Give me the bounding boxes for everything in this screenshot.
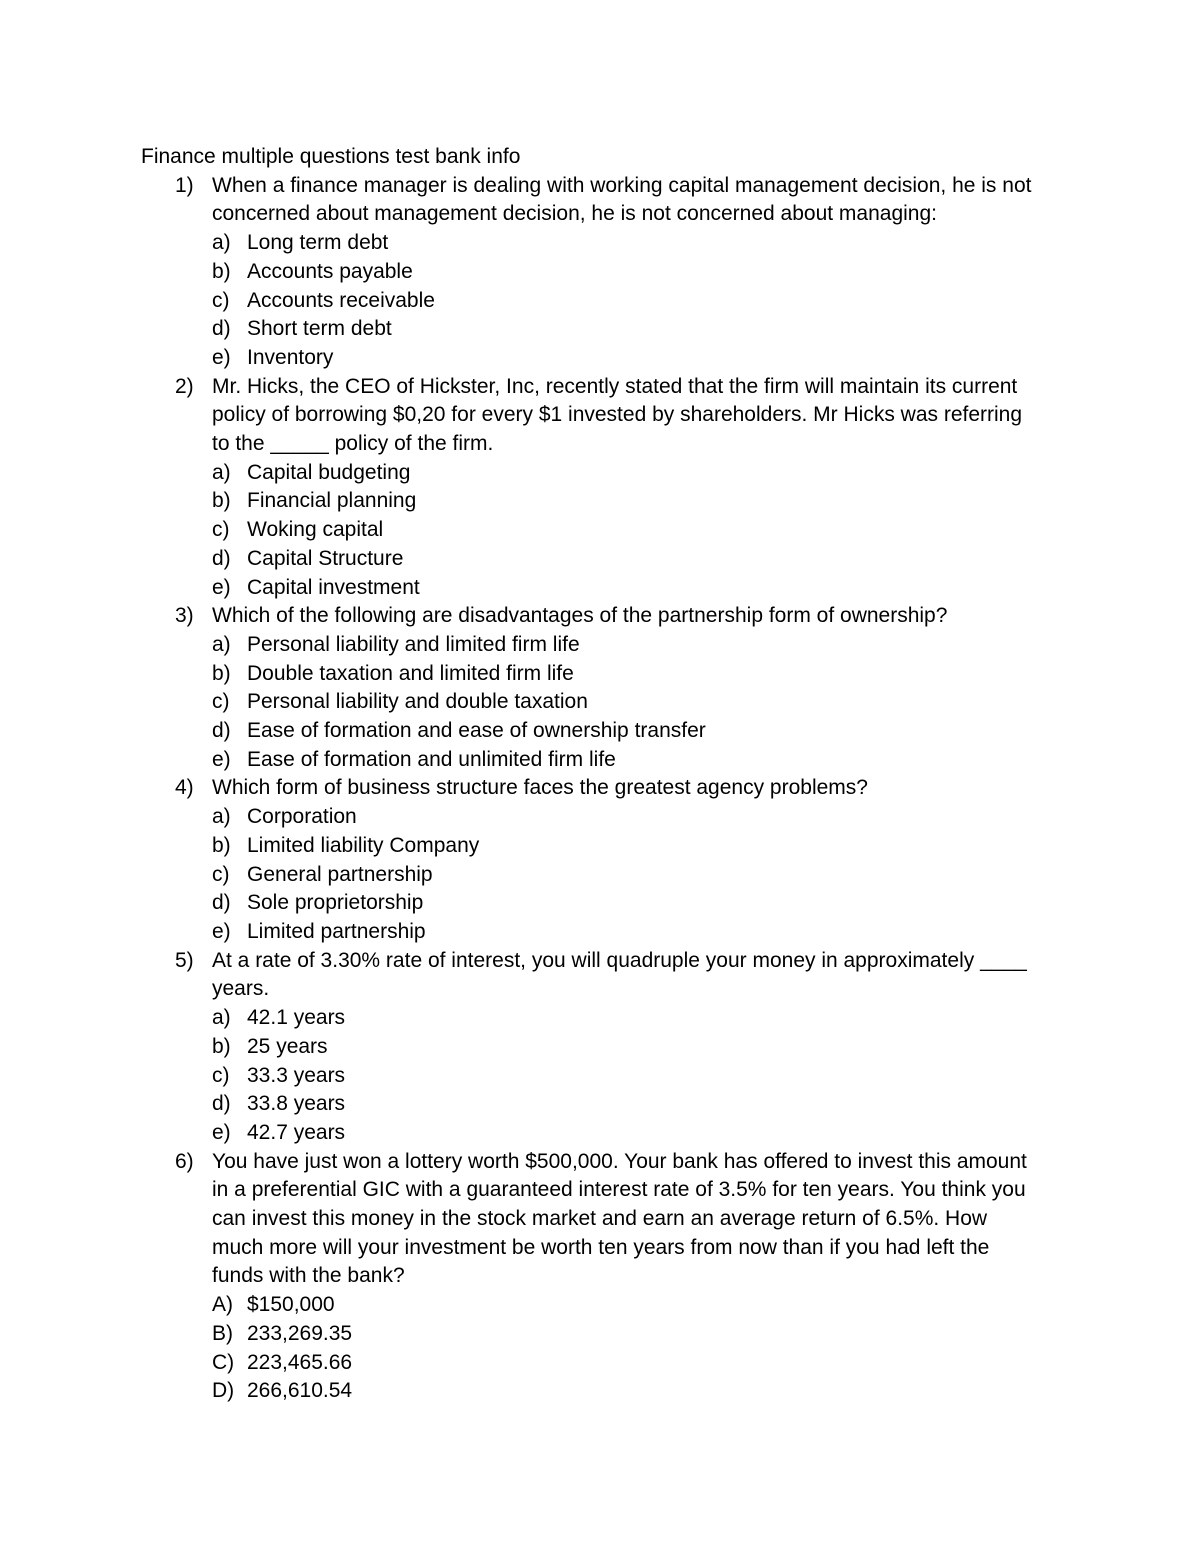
option-text: 33.8 years	[247, 1092, 346, 1116]
option-text: 25 years	[247, 1034, 328, 1058]
option-letter: c)	[212, 1063, 230, 1087]
question-text-line: When a finance manager is dealing with working capital management decision, he is not	[212, 173, 1032, 197]
option-letter: c)	[212, 690, 230, 714]
document-content	[141, 143, 1061, 1406]
option-text: Personal liability and double taxation	[247, 690, 588, 714]
answer-option	[212, 287, 1061, 316]
question-text-line: At a rate of 3.30% rate of interest, you will quadruple your money in approximately ____	[212, 948, 1027, 972]
option-text: Ease of formation and unlimited firm life	[247, 747, 616, 771]
answer-option	[212, 1119, 1061, 1148]
question-2	[141, 373, 1061, 603]
question-number: 4)	[175, 776, 194, 800]
answer-option	[212, 315, 1061, 344]
question-text	[212, 602, 1061, 631]
question-text-line: Which of the following are disadvantages of the partnership form of ownership?	[212, 604, 948, 628]
answer-option	[212, 1090, 1061, 1119]
option-letter: b)	[212, 259, 231, 283]
option-letter: a)	[212, 805, 231, 829]
option-letter: b)	[212, 833, 231, 857]
answer-option	[212, 803, 1061, 832]
answer-option	[212, 1377, 1061, 1406]
option-letter: b)	[212, 1034, 231, 1058]
option-text: Short term debt	[247, 317, 392, 341]
answer-option	[212, 545, 1061, 574]
option-letter: a)	[212, 460, 231, 484]
question-5	[141, 947, 1061, 1148]
question-text	[212, 947, 1061, 1004]
answer-option	[212, 631, 1061, 660]
answer-option	[212, 1004, 1061, 1033]
question-text-line: years.	[212, 977, 270, 1001]
question-number: 1)	[175, 173, 194, 197]
question-text	[212, 774, 1061, 803]
option-letter: c)	[212, 518, 230, 542]
answer-option	[212, 717, 1061, 746]
option-letter: a)	[212, 632, 231, 656]
option-text: Corporation	[247, 805, 357, 829]
option-text: Financial planning	[247, 489, 417, 513]
option-letter: a)	[212, 231, 231, 255]
answer-option	[212, 229, 1061, 258]
answer-option	[212, 660, 1061, 689]
option-letter: b)	[212, 489, 231, 513]
option-text: Limited liability Company	[247, 833, 480, 857]
option-letter: C)	[212, 1350, 235, 1374]
option-letter: A)	[212, 1293, 233, 1317]
option-text: Double taxation and limited firm life	[247, 661, 574, 685]
question-text-line: much more will your investment be worth ten years from now than if you had left the	[212, 1235, 990, 1259]
option-letter: B)	[212, 1321, 233, 1345]
option-letter: a)	[212, 1006, 231, 1030]
option-text: Woking capital	[247, 518, 384, 542]
answer-option	[212, 258, 1061, 287]
question-text-line: funds with the bank?	[212, 1264, 405, 1288]
answer-options	[212, 803, 1061, 947]
option-text: Limited partnership	[247, 919, 426, 943]
answer-option	[212, 1320, 1061, 1349]
question-1	[141, 172, 1061, 373]
option-letter: c)	[212, 862, 230, 886]
option-text: 223,465.66	[247, 1350, 353, 1374]
option-letter: d)	[212, 719, 231, 743]
answer-option	[212, 344, 1061, 373]
answer-option	[212, 1291, 1061, 1320]
answer-option	[212, 861, 1061, 890]
option-text: Capital budgeting	[247, 460, 411, 484]
question-number: 6)	[175, 1149, 194, 1173]
answer-option	[212, 832, 1061, 861]
question-text-line: policy of borrowing $0,20 for every $1 invested by shareholders. Mr Hicks was referring	[212, 403, 1023, 427]
option-text: Ease of formation and ease of ownership transfer	[247, 719, 706, 743]
answer-option	[212, 487, 1061, 516]
option-letter: e)	[212, 1120, 231, 1144]
option-text: Inventory	[247, 345, 334, 369]
question-text-line: Mr. Hicks, the CEO of Hickster, Inc, recently stated that the firm will maintain its current	[212, 374, 1018, 398]
answer-option	[212, 1033, 1061, 1062]
option-letter: e)	[212, 575, 231, 599]
answer-option	[212, 1349, 1061, 1378]
question-4	[141, 774, 1061, 946]
question-text-line: You have just won a lottery worth $500,000. Your bank has offered to invest this amount	[212, 1149, 1027, 1173]
answer-option	[212, 516, 1061, 545]
question-list	[141, 172, 1061, 1406]
answer-option	[212, 459, 1061, 488]
option-text: Sole proprietorship	[247, 891, 424, 915]
option-letter: d)	[212, 1092, 231, 1116]
question-text-line: can invest this money in the stock market and earn an average return of 6.5%. How	[212, 1207, 988, 1231]
option-letter: d)	[212, 891, 231, 915]
question-text-line: in a preferential GIC with a guaranteed interest rate of 3.5% for ten years. You think you	[212, 1178, 1026, 1202]
question-text-line: to the _____ policy of the firm.	[212, 432, 494, 456]
answer-option	[212, 889, 1061, 918]
answer-options	[212, 1291, 1061, 1406]
answer-options	[212, 1004, 1061, 1148]
option-text: 233,269.35	[247, 1321, 353, 1345]
answer-option	[212, 1062, 1061, 1091]
option-text: Accounts payable	[247, 259, 413, 283]
option-letter: b)	[212, 661, 231, 685]
option-letter: e)	[212, 919, 231, 943]
question-text	[212, 172, 1061, 229]
option-text: General partnership	[247, 862, 433, 886]
answer-options	[212, 459, 1061, 603]
question-number: 2)	[175, 374, 194, 398]
answer-option	[212, 688, 1061, 717]
option-text: 42.1 years	[247, 1006, 346, 1030]
option-text: Accounts receivable	[247, 288, 435, 312]
option-text: Capital investment	[247, 575, 420, 599]
question-number: 5)	[175, 948, 194, 972]
option-letter: e)	[212, 747, 231, 771]
option-text: Personal liability and limited firm life	[247, 632, 580, 656]
question-text	[212, 373, 1061, 459]
option-letter: d)	[212, 546, 231, 570]
answer-options	[212, 229, 1061, 373]
option-letter: d)	[212, 317, 231, 341]
question-number: 3)	[175, 604, 194, 628]
option-text: 33.3 years	[247, 1063, 346, 1087]
question-6	[141, 1148, 1061, 1406]
answer-option	[212, 574, 1061, 603]
option-text: 266,610.54	[247, 1379, 353, 1403]
answer-option	[212, 746, 1061, 775]
option-text: Capital Structure	[247, 546, 404, 570]
option-text: $150,000	[247, 1293, 335, 1317]
document-title: Finance multiple questions test bank info	[141, 145, 521, 168]
question-3	[141, 602, 1061, 774]
question-text	[212, 1148, 1061, 1292]
option-letter: c)	[212, 288, 230, 312]
answer-options	[212, 631, 1061, 775]
question-text-line: Which form of business structure faces the greatest agency problems?	[212, 776, 868, 800]
answer-option	[212, 918, 1061, 947]
question-text-line: concerned about management decision, he is not concerned about managing:	[212, 202, 937, 226]
option-text: Long term debt	[247, 231, 389, 255]
option-letter: e)	[212, 345, 231, 369]
option-text: 42.7 years	[247, 1120, 346, 1144]
option-letter: D)	[212, 1379, 235, 1403]
